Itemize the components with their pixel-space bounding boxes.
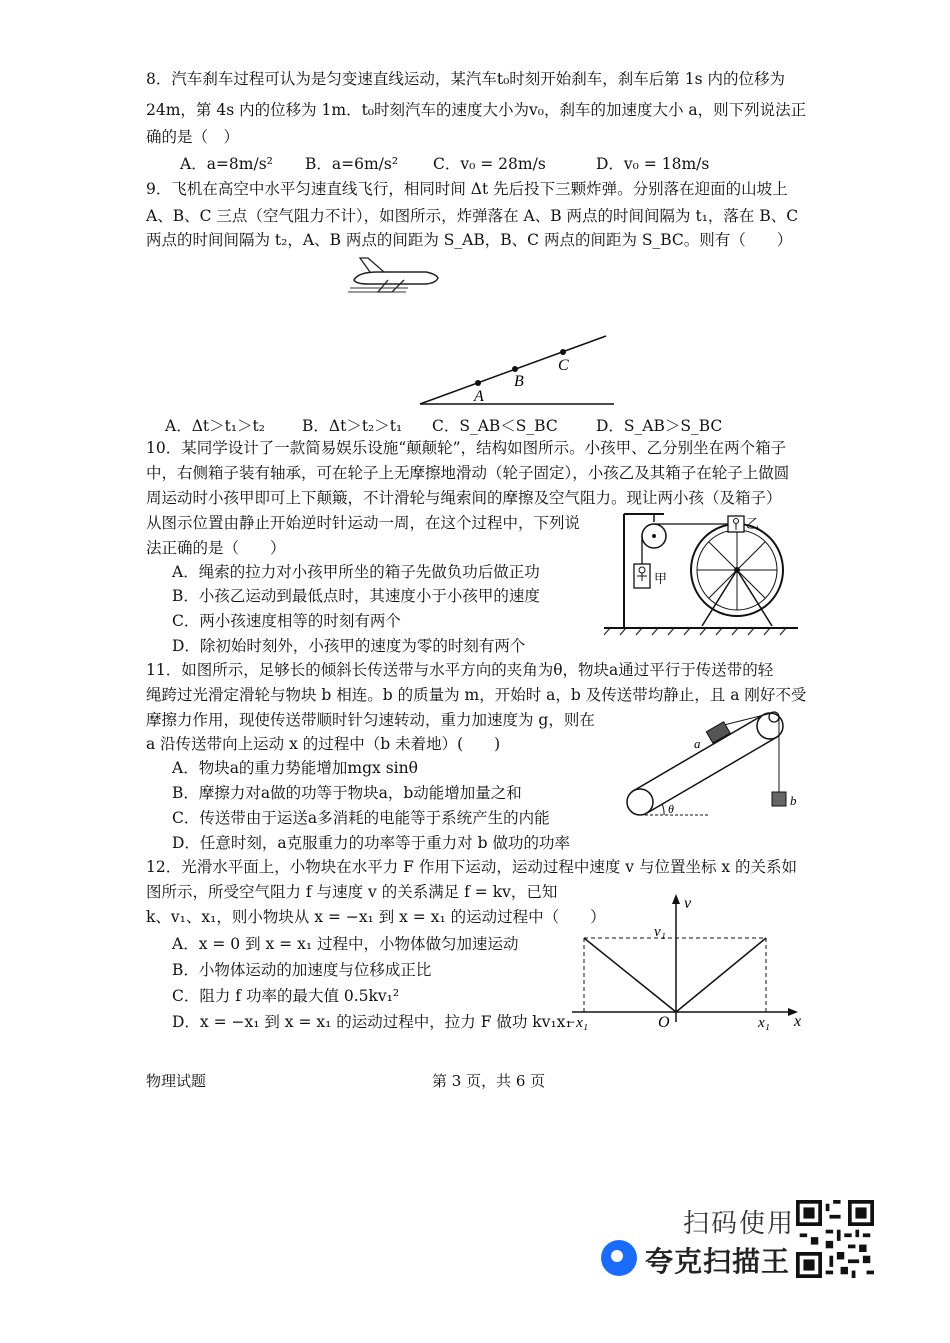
q10-line-2: 中，右侧箱子装有轴承，可在轮子上无摩擦地滑动（轮子固定），小孩乙及其箱子在轮子上做圆 xyxy=(146,464,790,482)
q9-line-1: 9．飞机在高空中水平匀速直线飞行，相同时间 Δt 先后投下三颗炸弹。分别落在迎面的山坡上 xyxy=(146,180,788,198)
left-segment xyxy=(584,938,676,1012)
right-segment xyxy=(676,938,766,1012)
brand-name: 夸克扫描王 xyxy=(645,1245,791,1278)
q9-line-3: 两点的时间间隔为 t₂，A、B 两点的间距为 S_AB，B、C 两点的间距为 S_BC。则有（ ） xyxy=(146,231,793,249)
label-b: B xyxy=(514,373,524,390)
q12-option-a: A．x = 0 到 x = x₁ 过程中，小物体做匀加速运动 xyxy=(172,935,519,953)
q11-option-d: D．任意时刻，a克服重力的功率等于重力对 b 做功的功率 xyxy=(172,834,570,852)
q10-option-c: C．两小孩速度相等的时刻有两个 xyxy=(172,612,401,630)
label-b: b xyxy=(790,793,797,808)
q10-option-a: A．绳索的拉力对小孩甲所坐的箱子先做负功后做正功 xyxy=(172,563,540,581)
q8-option-d: D．v₀ = 18m/s xyxy=(596,155,710,173)
footer-subject: 物理试题 xyxy=(146,1072,207,1090)
label-origin: O xyxy=(658,1014,670,1031)
airplane-figure xyxy=(348,250,440,295)
point-a xyxy=(475,380,481,386)
q11-line-3: 摩擦力作用，现使传送带顺时针匀速转动，重力加速度为 g，则在 xyxy=(146,711,595,729)
q9-option-d: D．S_AB＞S_BC xyxy=(596,417,723,435)
block-b xyxy=(772,792,786,806)
label-neg-x1: −x₁ xyxy=(566,1015,588,1031)
conveyor-figure xyxy=(620,704,810,822)
label-a: a xyxy=(694,736,701,751)
q11-line-1: 11．如图所示，足够长的倾斜长传送带与水平方向的夹角为θ，物块a通过平行于传送带的轻 xyxy=(146,661,774,679)
q9-line-2: A、B、C 三点（空气阻力不计），如图所示，炸弹落在 A、B 两点的时间间隔为 t₁，落在 B、C xyxy=(146,207,799,225)
point-b xyxy=(512,366,518,372)
footer-page: 第 3 页，共 6 页 xyxy=(432,1072,546,1090)
q11-option-b: B．摩擦力对a做的功等于物块a，b动能增加量之和 xyxy=(172,784,522,802)
q10-line-1: 10．某同学设计了一款简易娱乐设施“颠颠轮”，结构如图所示。小孩甲、乙分别坐在两个箱子 xyxy=(146,439,787,457)
q9-option-c: C．S_AB＜S_BC xyxy=(432,417,558,435)
block-a xyxy=(706,722,730,743)
label-jia: 甲 xyxy=(654,572,668,587)
scan-to-use-text: 扫码使用 xyxy=(683,1209,796,1239)
v-x-graph xyxy=(566,890,811,1032)
q10-line-5: 法正确的是（ ） xyxy=(146,539,286,557)
q9-option-a: A．Δt＞t₁＞t₂ xyxy=(165,417,266,435)
q9-option-b: B．Δt＞t₂＞t₁ xyxy=(302,417,403,435)
q8-line-2: 24m，第 4s 内的位移为 1m．t₀时刻汽车的速度大小为v₀，刹车的加速度大小 a，则下列说法正 xyxy=(146,101,807,119)
label-v1: v₁ xyxy=(654,924,666,940)
label-theta: θ xyxy=(668,802,674,816)
q11-line-2: 绳跨过光滑定滑轮与物块 b 相连。b 的质量为 m，开始时 a，b 及传送带均静止，且 a 刚好不受 xyxy=(146,686,807,704)
airplane-icon xyxy=(348,258,438,292)
label-x: x xyxy=(794,1013,802,1030)
q11-line-4: a 沿传送带向上运动 x 的过程中（b 未着地）( ) xyxy=(146,735,501,753)
q11-option-c: C．传送带由于运送a多消耗的电能等于系统产生的内能 xyxy=(172,809,550,827)
label-x1: x₁ xyxy=(758,1015,770,1031)
q12-option-d: D．x = −x₁ 到 x = x₁ 的运动过程中，拉力 F 做功 kv₁x₁ xyxy=(172,1013,572,1031)
q8-option-c: C．v₀ = 28m/s xyxy=(433,155,546,173)
label-c: C xyxy=(558,357,569,374)
q12-line-3: k、v₁、x₁，则小物块从 x = −x₁ 到 x = x₁ 的运动过程中（ ） xyxy=(146,908,606,926)
qr-code-icon[interactable] xyxy=(796,1200,874,1278)
wheel-figure xyxy=(604,506,800,636)
q11-option-a: A．物块a的重力势能增加mgx sinθ xyxy=(172,759,418,777)
label-yi: 乙 xyxy=(746,517,760,532)
q12-line-2: 图所示，所受空气阻力 f 与速度 v 的关系满足 f = kv，已知 xyxy=(146,883,558,901)
label-v: v xyxy=(684,895,692,912)
q8-line-1: 8．汽车刹车过程可认为是匀变速直线运动，某汽车t₀时刻开始刹车，刹车后第 1s 内的位移为 xyxy=(146,70,785,88)
q10-option-d: D．除初始时刻外，小孩甲的速度为零的时刻有两个 xyxy=(172,637,526,655)
q10-line-3: 周运动时小孩甲即可上下颠簸，不计滑轮与绳索间的摩擦及空气阻力。现让两小孩（及箱子） xyxy=(146,489,782,507)
q8-option-a: A．a=8m/s² xyxy=(180,155,273,173)
q8-line-3: 确的是（ ） xyxy=(146,128,240,146)
point-c xyxy=(560,349,566,355)
q8-option-b: B．a=6m/s² xyxy=(305,155,399,173)
q12-line-1: 12．光滑水平面上，小物块在水平力 F 作用下运动，运动过程中速度 v 与位置坐标 x 的关系如 xyxy=(146,858,798,876)
quark-logo-icon xyxy=(601,1240,637,1276)
label-a: A xyxy=(474,388,484,405)
slope-figure xyxy=(418,330,618,410)
q12-option-b: B．小物体运动的加速度与位移成正比 xyxy=(172,961,432,979)
q10-option-b: B．小孩乙运动到最低点时，其速度小于小孩甲的速度 xyxy=(172,587,540,605)
q10-line-4: 从图示位置由静止开始逆时针运动一周，在这个过程中，下列说 xyxy=(146,514,581,532)
q12-option-c: C．阻力 f 功率的最大值 0.5kv₁² xyxy=(172,987,400,1005)
